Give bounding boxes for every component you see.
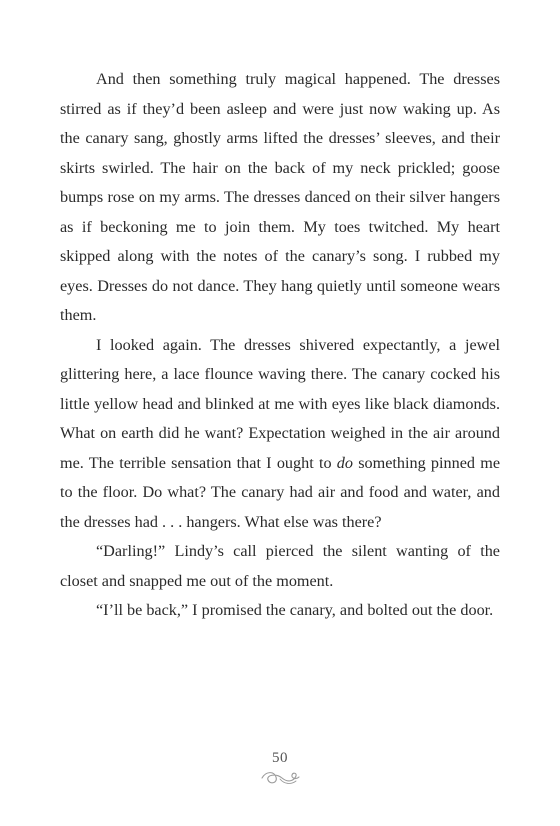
paragraph-3: “Darling!” Lindy’s call pierced the silent wanting of the closet and snapped me out of the moment.: [60, 542, 500, 590]
paragraph-1: And then something truly magical happened. The dresses stirred as if they’d been asleep and were just now waking up. As the canary sang, ghostly arms lifted the dresses’ sleeves, and their skirts swirled. The hair on the back of my neck prickled; goose bumps rose on my arms. The dresses danced on their silver hangers as if beckoning me to join them. My toes twitched. My heart skipped along with the notes of the canary’s song. I rubbed my eyes. Dresses do not dance. They hang quietly until someone wears them.: [60, 70, 500, 324]
flourish-icon: [258, 769, 302, 787]
paragraph-4: “I’ll be back,” I promised the canary, and bolted out the door.: [96, 601, 494, 619]
page-footer: [0, 750, 560, 787]
paragraph-2-text-before: I looked again. The dresses shivered expectantly, a jewel glittering here, a lace flounce waving there. The canary cocked his little yellow head and blinked at me with eyes like black diamonds. What on earth did he want? Expectation weighed in the air around me. The terrible sensation that I ought to: [60, 335, 500, 472]
page-body: [60, 65, 500, 626]
paragraph-2-emphasis: do: [336, 453, 353, 472]
paragraph-2: [60, 331, 500, 538]
paragraph-2-text-after: something pinned me to the floor. Do what? The canary had air and food and water, and the dresses had . . . hangers. What else was there?: [60, 453, 501, 531]
page-number: 50: [272, 750, 288, 766]
